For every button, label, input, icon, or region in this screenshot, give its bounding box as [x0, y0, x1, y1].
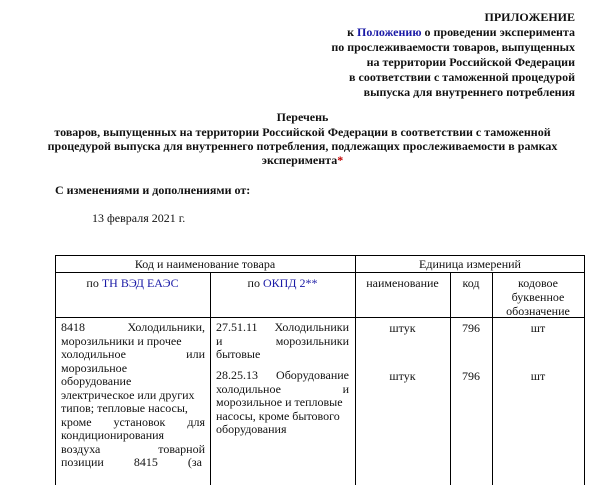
okpd-footnote-link[interactable]: ** [305, 276, 318, 290]
appendix-title: ПРИЛОЖЕНИЕ [484, 10, 575, 24]
unit-name-1: штук [389, 321, 416, 335]
table-border-right [584, 255, 585, 485]
table-border-header-1 [55, 272, 585, 273]
title-line-1: Перечень [276, 110, 329, 124]
change-date-link[interactable]: 13 февраля 2021 г. [92, 211, 186, 225]
header-unit-name: наименование [366, 276, 439, 290]
unit-code-1: 796 [462, 321, 480, 335]
okpd-entry-1: 27.51.11 Холодильники и морозильники бытовые [216, 320, 349, 361]
unit-code-2: 796 [462, 369, 480, 383]
okpd-link[interactable]: ОКПД 2 [262, 276, 306, 290]
tnved-link[interactable]: ТН ВЭД ЕАЭС [101, 276, 179, 290]
okpd-entry-2: 28.25.13 Оборудование холодильное и морозильное и тепловые насосы, кроме бытового оборудования [216, 368, 349, 436]
header-unit-code: код [462, 276, 480, 290]
footnote-asterisk-link[interactable]: * [337, 153, 344, 167]
header-unit-abbr: кодовое буквенное обозначение [506, 276, 570, 318]
appendix-line-3: по прослеживаемости товаров, выпущенных [331, 40, 575, 54]
header-okpd: по ОКПД 2** [247, 276, 318, 290]
unit-abbr-2: шт [530, 369, 546, 383]
appendix-line-5: в соответствии с таможенной процедурой [349, 70, 575, 84]
title-line-2: товаров, выпущенных на территории Российской Федерации в соответствии с таможенной [54, 125, 551, 139]
title-line-4: эксперимента* [261, 153, 344, 167]
appendix-line-2: к Положению о проведении эксперимента [347, 25, 575, 39]
appendix-line-4: на территории Российской Федерации [366, 55, 575, 69]
table-divider-1 [210, 272, 211, 485]
header-unit: Единица измерений [419, 257, 521, 271]
appendix-header [275, 10, 575, 100]
unit-abbr-1: шт [530, 321, 546, 335]
changes-label: С изменениями и дополнениями от: [55, 183, 251, 197]
document-title [20, 110, 585, 167]
header-code-and-name: Код и наименование товара [134, 257, 276, 271]
regulation-link[interactable]: Положению [357, 25, 422, 39]
tnved-cell: 8418 Холодильники, морозильники и прочее холодильное или морозильное оборудование электрическое или других типов; тепловые насосы, кроме установок для кондиционирования воздуха товарной позиции 8415 (за [61, 320, 205, 469]
unit-name-2: штук [389, 369, 416, 383]
goods-table [55, 255, 585, 485]
table-border-top [55, 255, 585, 256]
title-line-3: процедурой выпуска для внутреннего потребления, подлежащих прослеживаемости в рамках [47, 139, 558, 153]
appendix-line-6: выпуска для внутреннего потребления [363, 85, 575, 99]
header-tnved: по ТН ВЭД ЕАЭС [86, 276, 179, 290]
